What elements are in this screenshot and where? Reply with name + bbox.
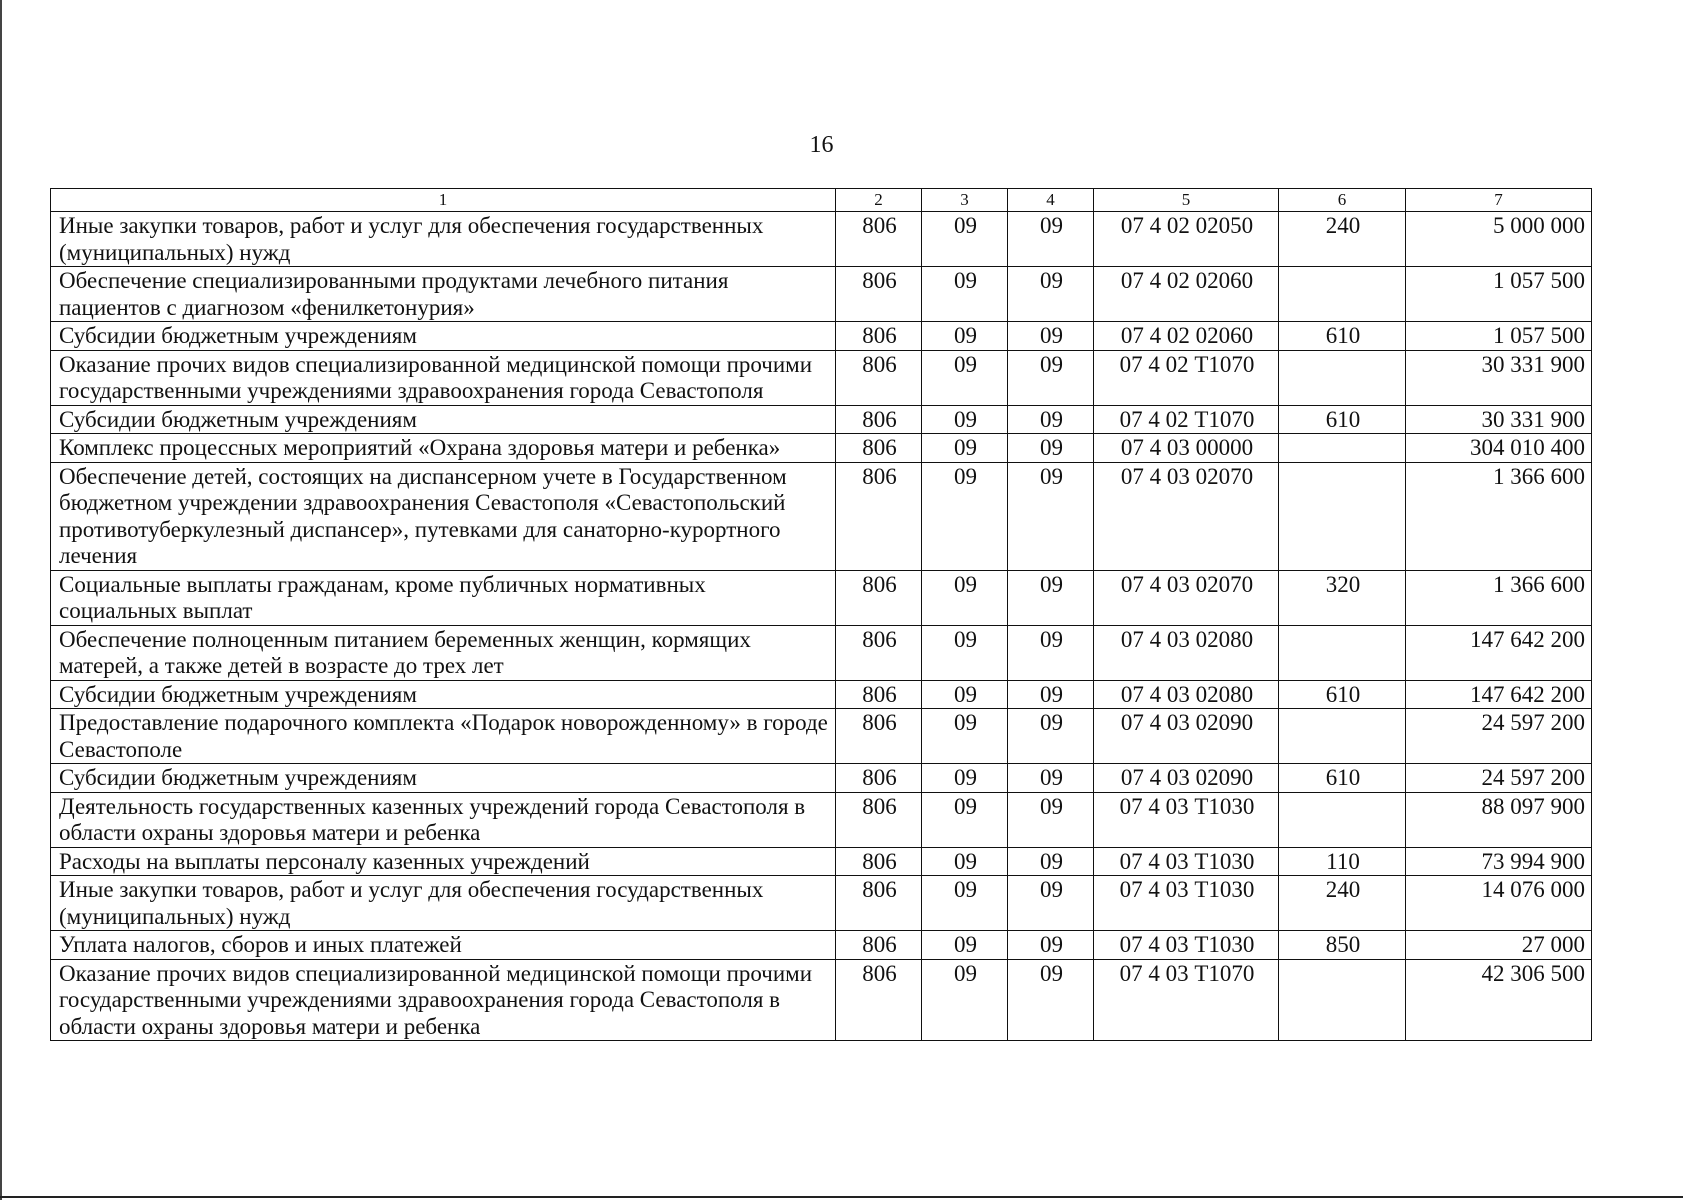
row-section-code: 09: [922, 322, 1008, 351]
row-ved-code: 806: [836, 322, 922, 351]
row-expense-type-code: [1279, 792, 1406, 847]
table-row: [51, 434, 1592, 463]
table-row: [51, 267, 1592, 322]
row-expense-type-code: 240: [1279, 212, 1406, 267]
row-name: Комплекс процессных мероприятий «Охрана здоровья матери и ребенка»: [51, 434, 836, 463]
row-ved-code: 806: [836, 462, 922, 570]
page-number: [0, 132, 1683, 159]
row-amount: 14 076 000: [1406, 876, 1592, 931]
row-section-code: 09: [922, 462, 1008, 570]
header-col-4: 4: [1008, 189, 1094, 212]
row-target-item-code: 07 4 03 02090: [1094, 764, 1279, 793]
row-subsection-code: 09: [1008, 405, 1094, 434]
row-expense-type-code: 610: [1279, 764, 1406, 793]
row-amount: 30 331 900: [1406, 350, 1592, 405]
row-section-code: 09: [922, 570, 1008, 625]
row-name: Оказание прочих видов специализированной медицинской помощи прочими государственными учреждениями здравоохранения города Севастополя в области охраны здоровья матери и ребенка: [51, 959, 836, 1041]
table-row: [51, 212, 1592, 267]
row-expense-type-code: [1279, 350, 1406, 405]
row-section-code: 09: [922, 792, 1008, 847]
budget-table: [50, 188, 1592, 1041]
row-expense-type-code: 850: [1279, 931, 1406, 960]
row-target-item-code: 07 4 02 02050: [1094, 212, 1279, 267]
row-amount: 1 366 600: [1406, 570, 1592, 625]
row-subsection-code: 09: [1008, 959, 1094, 1041]
row-section-code: 09: [922, 350, 1008, 405]
row-ved-code: 806: [836, 625, 922, 680]
row-name: Социальные выплаты гражданам, кроме публичных нормативных социальных выплат: [51, 570, 836, 625]
row-ved-code: 806: [836, 792, 922, 847]
row-name: Иные закупки товаров, работ и услуг для обеспечения государственных (муниципальных) нужд: [51, 212, 836, 267]
row-name: Субсидии бюджетным учреждениям: [51, 322, 836, 351]
row-amount: 30 331 900: [1406, 405, 1592, 434]
budget-table-header: [51, 189, 1592, 212]
table-row: [51, 462, 1592, 570]
row-amount: 5 000 000: [1406, 212, 1592, 267]
row-name: Оказание прочих видов специализированной медицинской помощи прочими государственными учреждениями здравоохранения города Севастополя: [51, 350, 836, 405]
row-target-item-code: 07 4 03 02070: [1094, 570, 1279, 625]
row-subsection-code: 09: [1008, 680, 1094, 709]
row-expense-type-code: [1279, 267, 1406, 322]
row-name: Расходы на выплаты персоналу казенных учреждений: [51, 847, 836, 876]
row-subsection-code: 09: [1008, 350, 1094, 405]
row-target-item-code: 07 4 03 Т1030: [1094, 931, 1279, 960]
row-amount: 24 597 200: [1406, 709, 1592, 764]
row-ved-code: 806: [836, 876, 922, 931]
row-expense-type-code: 610: [1279, 405, 1406, 434]
row-amount: 24 597 200: [1406, 764, 1592, 793]
row-subsection-code: 09: [1008, 847, 1094, 876]
row-ved-code: 806: [836, 709, 922, 764]
header-col-1: 1: [51, 189, 836, 212]
row-ved-code: 806: [836, 434, 922, 463]
row-ved-code: 806: [836, 267, 922, 322]
row-subsection-code: 09: [1008, 931, 1094, 960]
row-subsection-code: 09: [1008, 570, 1094, 625]
row-target-item-code: 07 4 03 Т1030: [1094, 792, 1279, 847]
table-row: [51, 680, 1592, 709]
row-section-code: 09: [922, 267, 1008, 322]
row-amount: 73 994 900: [1406, 847, 1592, 876]
row-name: Обеспечение специализированными продуктами лечебного питания пациентов с диагнозом «фенилкетонурия»: [51, 267, 836, 322]
row-amount: 304 010 400: [1406, 434, 1592, 463]
row-name: Деятельность государственных казенных учреждений города Севастополя в области охраны здоровья матери и ребенка: [51, 792, 836, 847]
table-row: [51, 792, 1592, 847]
row-section-code: 09: [922, 847, 1008, 876]
row-target-item-code: 07 4 02 02060: [1094, 322, 1279, 351]
row-target-item-code: 07 4 03 02080: [1094, 625, 1279, 680]
scan-edge-bottom: [0, 1196, 1683, 1198]
header-col-5: 5: [1094, 189, 1279, 212]
row-target-item-code: 07 4 03 02090: [1094, 709, 1279, 764]
row-ved-code: 806: [836, 570, 922, 625]
row-ved-code: 806: [836, 764, 922, 793]
header-col-3: 3: [922, 189, 1008, 212]
row-amount: 27 000: [1406, 931, 1592, 960]
row-subsection-code: 09: [1008, 625, 1094, 680]
row-name: Иные закупки товаров, работ и услуг для обеспечения государственных (муниципальных) нужд: [51, 876, 836, 931]
row-section-code: 09: [922, 405, 1008, 434]
row-expense-type-code: [1279, 434, 1406, 463]
table-row: [51, 322, 1592, 351]
row-section-code: 09: [922, 434, 1008, 463]
row-ved-code: 806: [836, 959, 922, 1041]
row-expense-type-code: 610: [1279, 680, 1406, 709]
row-subsection-code: 09: [1008, 792, 1094, 847]
row-section-code: 09: [922, 212, 1008, 267]
row-expense-type-code: 610: [1279, 322, 1406, 351]
row-name: Уплата налогов, сборов и иных платежей: [51, 931, 836, 960]
row-section-code: 09: [922, 709, 1008, 764]
table-row: [51, 931, 1592, 960]
row-subsection-code: 09: [1008, 322, 1094, 351]
row-amount: 147 642 200: [1406, 680, 1592, 709]
row-subsection-code: 09: [1008, 764, 1094, 793]
row-expense-type-code: [1279, 625, 1406, 680]
row-amount: 88 097 900: [1406, 792, 1592, 847]
row-expense-type-code: [1279, 959, 1406, 1041]
row-section-code: 09: [922, 680, 1008, 709]
row-expense-type-code: 110: [1279, 847, 1406, 876]
row-section-code: 09: [922, 959, 1008, 1041]
row-name: Субсидии бюджетным учреждениям: [51, 680, 836, 709]
page-number-text: 16: [809, 132, 834, 158]
table-row: [51, 625, 1592, 680]
row-ved-code: 806: [836, 680, 922, 709]
table-row: [51, 847, 1592, 876]
row-name: Предоставление подарочного комплекта «Подарок новорожденному» в городе Севастополе: [51, 709, 836, 764]
row-name: Обеспечение детей, состоящих на диспансерном учете в Государственном бюджетном учреждении здравоохранения Севастополя «Севастопольский противотуберкулезный диспансер», путевками для санаторно-курортного лечения: [51, 462, 836, 570]
header-row: [51, 189, 1592, 212]
row-target-item-code: 07 4 03 02070: [1094, 462, 1279, 570]
row-name: Субсидии бюджетным учреждениям: [51, 405, 836, 434]
row-subsection-code: 09: [1008, 267, 1094, 322]
row-section-code: 09: [922, 625, 1008, 680]
row-subsection-code: 09: [1008, 462, 1094, 570]
row-expense-type-code: 320: [1279, 570, 1406, 625]
table-row: [51, 709, 1592, 764]
row-section-code: 09: [922, 931, 1008, 960]
row-target-item-code: 07 4 02 Т1070: [1094, 405, 1279, 434]
row-target-item-code: 07 4 03 00000: [1094, 434, 1279, 463]
row-ved-code: 806: [836, 405, 922, 434]
header-col-6: 6: [1279, 189, 1406, 212]
row-expense-type-code: [1279, 462, 1406, 570]
row-section-code: 09: [922, 764, 1008, 793]
row-amount: 1 057 500: [1406, 267, 1592, 322]
row-ved-code: 806: [836, 847, 922, 876]
table-row: [51, 570, 1592, 625]
row-amount: 1 366 600: [1406, 462, 1592, 570]
row-expense-type-code: 240: [1279, 876, 1406, 931]
row-ved-code: 806: [836, 350, 922, 405]
row-subsection-code: 09: [1008, 876, 1094, 931]
row-expense-type-code: [1279, 709, 1406, 764]
row-target-item-code: 07 4 03 02080: [1094, 680, 1279, 709]
table-row: [51, 876, 1592, 931]
scan-edge-left: [0, 0, 2, 1200]
row-target-item-code: 07 4 02 Т1070: [1094, 350, 1279, 405]
table-row: [51, 764, 1592, 793]
header-col-7: 7: [1406, 189, 1592, 212]
row-target-item-code: 07 4 03 Т1070: [1094, 959, 1279, 1041]
row-target-item-code: 07 4 03 Т1030: [1094, 876, 1279, 931]
row-ved-code: 806: [836, 212, 922, 267]
row-target-item-code: 07 4 02 02060: [1094, 267, 1279, 322]
row-subsection-code: 09: [1008, 212, 1094, 267]
row-subsection-code: 09: [1008, 434, 1094, 463]
table-row: [51, 350, 1592, 405]
row-target-item-code: 07 4 03 Т1030: [1094, 847, 1279, 876]
row-name: Субсидии бюджетным учреждениям: [51, 764, 836, 793]
row-amount: 147 642 200: [1406, 625, 1592, 680]
table-row: [51, 405, 1592, 434]
row-ved-code: 806: [836, 931, 922, 960]
table-row: [51, 959, 1592, 1041]
row-name: Обеспечение полноценным питанием беременных женщин, кормящих матерей, а также детей в возрасте до трех лет: [51, 625, 836, 680]
row-section-code: 09: [922, 876, 1008, 931]
row-subsection-code: 09: [1008, 709, 1094, 764]
row-amount: 1 057 500: [1406, 322, 1592, 351]
row-amount: 42 306 500: [1406, 959, 1592, 1041]
header-col-2: 2: [836, 189, 922, 212]
budget-table-body: [51, 212, 1592, 1041]
